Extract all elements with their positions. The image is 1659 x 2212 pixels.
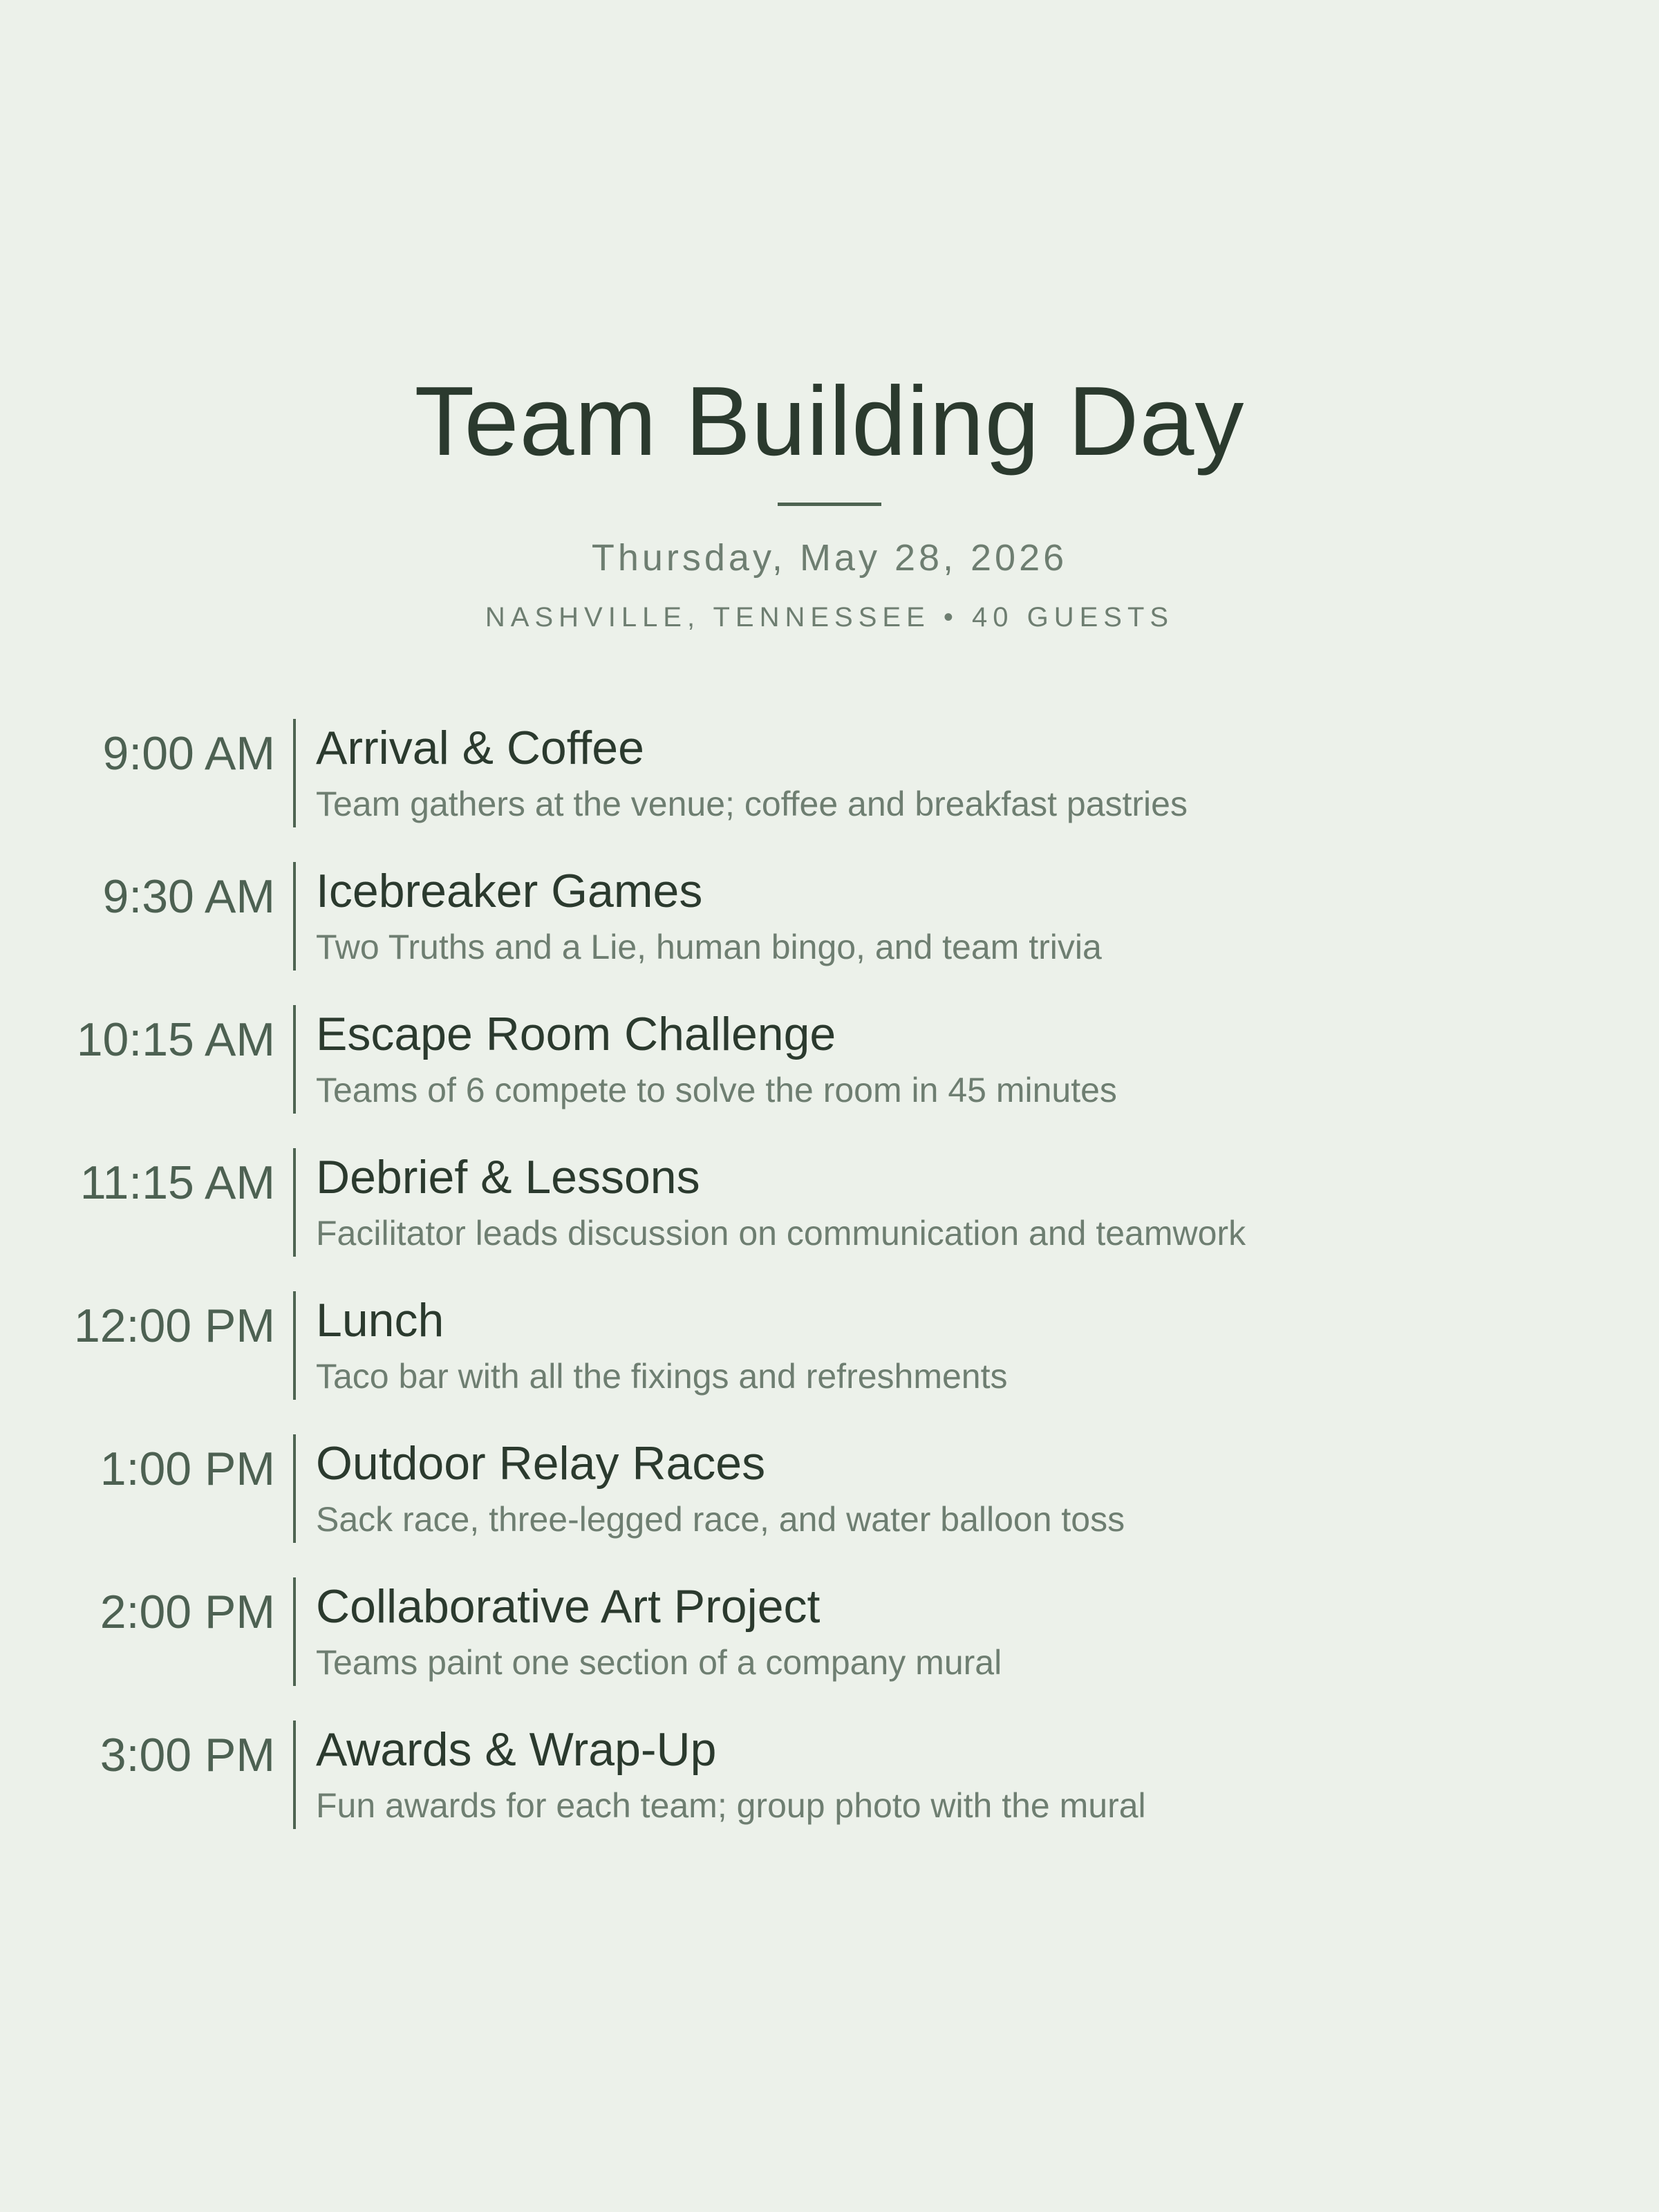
item-time: 9:00 AM — [102, 727, 275, 780]
schedule-item — [0, 1005, 1659, 1114]
item-title: Icebreaker Games — [316, 865, 703, 917]
item-title: Collaborative Art Project — [316, 1580, 821, 1633]
item-description: Taco bar with all the fixings and refreshments — [316, 1357, 1008, 1396]
schedule-item — [0, 862, 1659, 971]
item-description: Sack race, three-legged race, and water balloon toss — [316, 1500, 1125, 1539]
schedule-item — [0, 1721, 1659, 1829]
item-title: Escape Room Challenge — [316, 1008, 836, 1060]
item-title: Outdoor Relay Races — [316, 1437, 766, 1490]
item-description: Facilitator leads discussion on communication and teamwork — [316, 1214, 1246, 1253]
schedule-item — [0, 719, 1659, 827]
item-time: 2:00 PM — [100, 1586, 275, 1638]
item-time: 9:30 AM — [102, 870, 275, 923]
schedule-item — [0, 1434, 1659, 1543]
item-time: 1:00 PM — [100, 1443, 275, 1495]
schedule-item — [0, 1577, 1659, 1686]
item-description: Two Truths and a Lie, human bingo, and team trivia — [316, 928, 1102, 966]
item-title: Debrief & Lessons — [316, 1151, 700, 1203]
item-time: 10:15 AM — [76, 1013, 275, 1066]
item-description: Team gathers at the venue; coffee and breakfast pastries — [316, 785, 1188, 823]
schedule-item — [0, 1291, 1659, 1400]
item-title: Arrival & Coffee — [316, 722, 644, 774]
item-time: 12:00 PM — [73, 1300, 275, 1352]
event-date: Thursday, May 28, 2026 — [591, 537, 1068, 579]
page-title: Team Building Day — [414, 366, 1245, 476]
schedule-list — [0, 719, 1659, 1864]
item-description: Fun awards for each team; group photo with the mural — [316, 1786, 1146, 1825]
title-divider — [778, 503, 881, 506]
item-description: Teams of 6 compete to solve the room in 45 minutes — [316, 1071, 1117, 1109]
item-title: Lunch — [316, 1294, 444, 1347]
item-time: 11:15 AM — [79, 1156, 275, 1209]
event-location-guests: NASHVILLE, TENNESSEE • 40 GUESTS — [485, 602, 1174, 632]
item-title: Awards & Wrap-Up — [316, 1723, 717, 1776]
item-time: 3:00 PM — [100, 1729, 275, 1781]
schedule-item — [0, 1148, 1659, 1257]
item-description: Teams paint one section of a company mural — [316, 1643, 1002, 1682]
